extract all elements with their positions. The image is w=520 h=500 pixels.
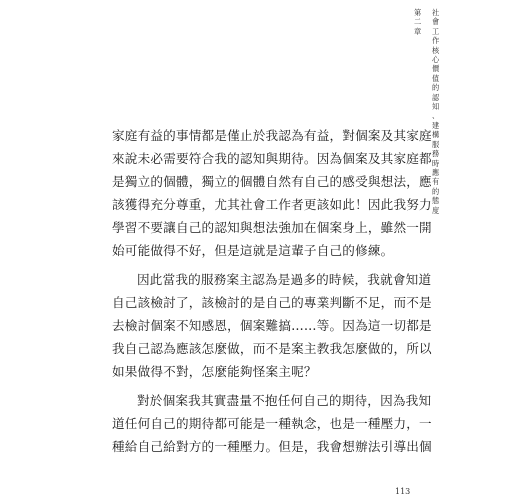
page-number: 113: [395, 487, 411, 496]
header-char: 心: [432, 55, 440, 65]
text-line: 學習不要讓自己的認知與想法強加在個案身上，雖然一開: [112, 220, 432, 235]
text-line: 來說未必需要符合我的認知與期待。因為個案及其家庭都: [112, 151, 432, 166]
paragraph: [112, 268, 432, 383]
text-line: 道任何自己的期待都可能是一種執念，也是一種壓力，一: [112, 416, 432, 431]
header-char: 應: [432, 167, 440, 177]
header-char: 章: [414, 26, 422, 36]
header-char: 有: [432, 177, 440, 187]
text-line: 因此當我的服務案主認為是過多的時候，我就會知道: [137, 272, 432, 287]
header-char: 度: [432, 205, 440, 215]
header-char: 會: [432, 17, 440, 27]
paragraph: [112, 124, 432, 262]
header-char: 、: [432, 111, 440, 121]
header-char: 價: [432, 64, 440, 74]
header-char: 社: [432, 8, 440, 17]
header-char: 工: [432, 26, 440, 36]
header-char: 態: [432, 196, 440, 206]
header-char: 建: [432, 120, 440, 130]
header-char: 值: [432, 73, 440, 83]
header-char: 知: [432, 102, 440, 112]
running-header-title: [432, 8, 439, 215]
text-line: 始可能做得不好，但是這就是這輩子自己的修練。: [112, 243, 394, 258]
header-char: 核: [432, 45, 440, 55]
text-line: 該獲得充分尊重，尤其社會工作者更該如此！因此我努力: [112, 197, 432, 212]
text-line: 是獨立的個體，獨立的個體自然有自己的感受與想法，應: [112, 174, 432, 189]
header-char: 的: [432, 83, 440, 93]
header-char: 的: [432, 186, 440, 196]
text-line: 去檢討個案不知感恩，個案難搞……等。因為這一切都是: [112, 318, 432, 333]
text-line: 我自己認為應該怎麼做，而不是案主教我怎麼做的，所以: [112, 341, 432, 356]
text-line: 自己該檢討了，該檢討的是自己的專業判斷不足，而不是: [112, 295, 432, 310]
text-line: 對於個案我其實盡量不抱任何自己的期待，因為我知: [137, 393, 432, 408]
header-char: 構: [432, 130, 440, 140]
header-char: 務: [432, 149, 440, 159]
header-char: 第: [414, 8, 422, 17]
header-char: 二: [414, 17, 422, 27]
header-char: 時: [432, 158, 440, 168]
header-char: 認: [432, 92, 440, 102]
text-line: 種給自己給對方的一種壓力。但是，我會想辦法引導出個: [112, 439, 432, 454]
header-char: 服: [432, 139, 440, 149]
text-line: 如果做得不對，怎麼能夠怪案主呢？: [112, 364, 317, 379]
header-char: 作: [432, 36, 440, 46]
paragraph: [112, 389, 432, 458]
text-line: 家庭有益的事情都是僅止於我認為有益，對個案及其家庭: [112, 128, 432, 143]
running-header-chapter: [414, 8, 421, 36]
body-text: [112, 124, 432, 458]
